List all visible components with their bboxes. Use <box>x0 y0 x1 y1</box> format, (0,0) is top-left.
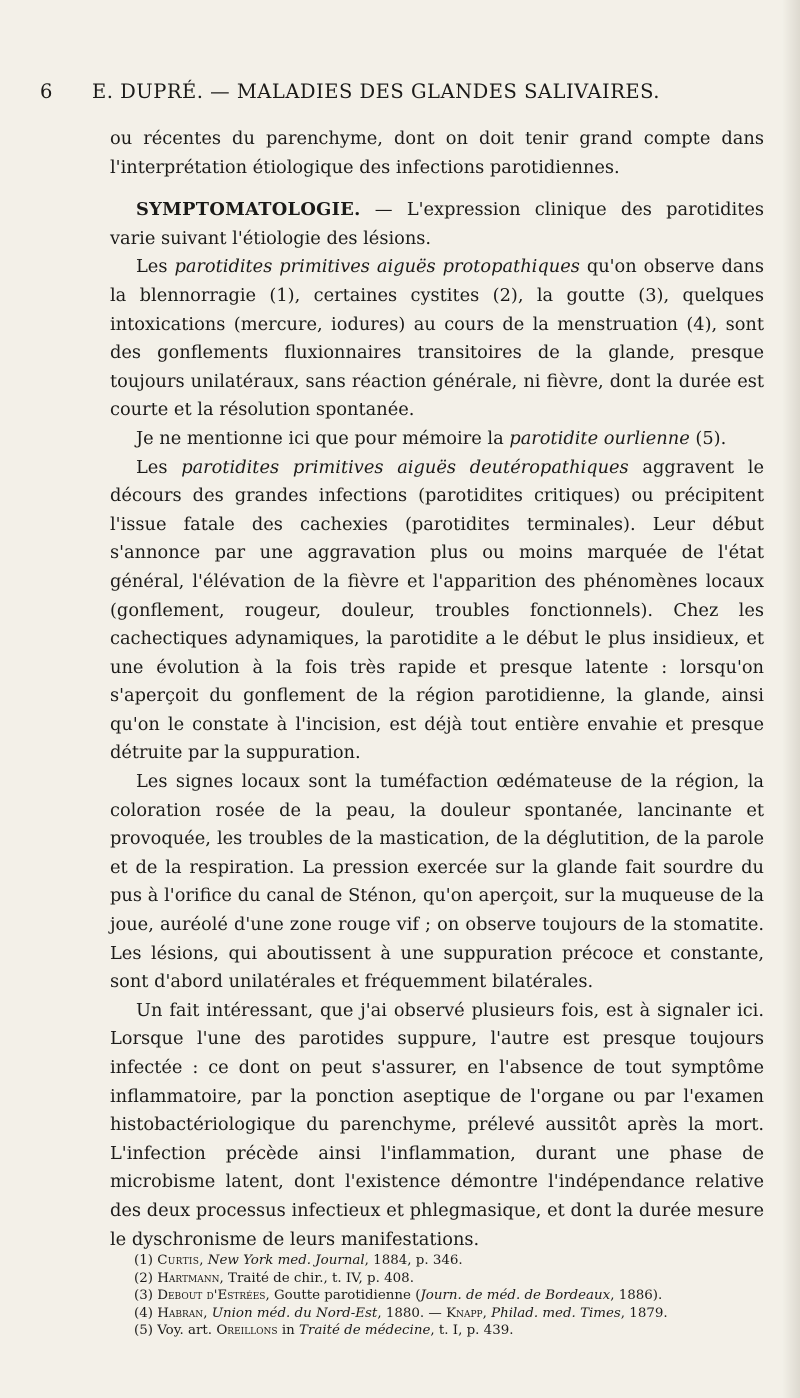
paragraph-text: Les <box>136 456 182 478</box>
author-name: Hartmann <box>157 1270 220 1286</box>
footnote-text: , t. I, p. 439. <box>430 1323 514 1339</box>
footnote-5 <box>110 1322 764 1340</box>
paragraph-text: Les <box>136 256 175 278</box>
journal-title: Union méd. du Nord-Est <box>211 1305 378 1321</box>
footnote-text: , 1879. <box>620 1305 668 1321</box>
footnote-marker: (3) <box>134 1288 158 1304</box>
journal-title: Journ. de méd. de Bordeaux <box>420 1288 611 1304</box>
emphasis-term: parotidites primitives aiguës protopathiques <box>174 256 580 278</box>
paragraph-text: (5). <box>689 427 727 449</box>
author-name: Oreillons <box>216 1323 278 1339</box>
paragraph-continuation: ou récentes du parenchyme, dont on doit tenir grand compte dans l'interprétation étiologique des infections parotidiennes. <box>110 128 764 178</box>
paragraph-symptomatologie <box>110 196 764 253</box>
running-header <box>40 80 760 110</box>
page-edge-shadow <box>782 0 800 1398</box>
footnote-text: , <box>482 1305 492 1321</box>
paragraph-fait-interessant: Un fait intéressant, que j'ai observé plusieurs fois, est à signaler ici. Lorsque l'une des parotides suppure, l'autre est presque toujours infectée : ce dont on peut s'assurer, en l'absence de tout symptôme inflammatoire, par la ponction aseptique de l'organe ou par l'examen histobactériologique du parenchyme, prélevé aussitôt après la mort. L'infection précède ainsi l'inflammation, durant une phase de microbisme latent, dont l'existence démontre l'indépendance relative des deux processus infectieux et phlegmasique, et dont la durée mesure le dyschronisme de leurs manifestations. <box>110 999 764 1250</box>
footnote-text: , Traité de chir., t. IV, p. 408. <box>219 1270 414 1286</box>
emphasis-term: parotidite ourlienne <box>509 427 690 449</box>
footnote-marker: (2) <box>134 1270 158 1286</box>
footnote-2 <box>110 1270 764 1288</box>
section-heading: SYMPTOMATOLOGIE. <box>136 199 361 221</box>
footnote-text: (5) Voy. art. <box>134 1323 217 1339</box>
main-text <box>110 125 764 1254</box>
footnote-1 <box>110 1252 764 1270</box>
paragraph-text: aggravent le décours des grandes infections (parotidites critiques) ou précipitent l'issue fatale des cachexies (parotidites terminales). Leur début s'annonce par une aggravation plus ou moins marquée de l'état général, l'élévation de la fièvre et l'apparition des phénomènes locaux (gonflement, rougeur, douleur, troubles fonctionnels). Chez les cachectiques adynamiques, la parotidite a le début le plus insidieux, et une évolution à la fois très rapide et presque latente : lorsqu'on s'aperçoit du gonflement de la région parotidienne, la glande, ainsi qu'on le constate à l'incision, est déjà tout entière envahie et presque détruite par la suppuration. <box>110 456 765 764</box>
footnote-text: , 1880. — <box>377 1305 447 1321</box>
footnote-marker: (4) <box>134 1305 158 1321</box>
paragraph-text: qu'on observe dans la blennorragie (1), certaines cystites (2), la goutte (3), quelques intoxications (mercure, iodures) au cours de la menstruation (4), sont des gonflements fluxionnaires transitoires de la glande, presque toujours unilatéraux, sans réaction générale, ni fièvre, dont la durée est courte et la résolution spontanée. <box>110 256 765 421</box>
journal-title: New York med. Journal <box>207 1253 365 1268</box>
footnote-text: , Goutte parotidienne ( <box>265 1288 421 1304</box>
running-title: E. DUPRÉ. — MALADIES DES GLANDES SALIVAIRES. <box>92 80 660 103</box>
paragraph-signes-locaux: Les signes locaux sont la tuméfaction œdémateuse de la région, la coloration rosée de la peau, la douleur spontanée, lancinante et provoquée, les troubles de la mastication, de la déglutition, de la parole et de la respiration. La pression exercée sur la glande fait sourdre du pus à l'orifice du canal de Sténon, qu'on aperçoit, sur la muqueuse de la joue, auréolé d'une zone rouge vif ; on observe toujours de la stomatite. Les lésions, qui aboutissent à une suppuration précoce et constante, sont d'abord unilatérales et fréquemment bilatérales. <box>110 771 764 993</box>
paragraph-ourlienne <box>110 425 764 454</box>
paragraph-text: — L'expression clinique des parotidites varie suivant l'étiologie des lésions. <box>110 199 764 249</box>
author-name: Debout d'Estrées <box>157 1288 266 1304</box>
emphasis-term: parotidites primitives aiguës deutéropathiques <box>181 456 629 478</box>
footnote-text: , 1886). <box>610 1288 663 1304</box>
footnote-marker: (1) <box>134 1253 158 1268</box>
footnote-text: in <box>277 1323 299 1339</box>
book-title: Traité de médecine <box>299 1323 431 1339</box>
paragraph-deuteropathiques <box>110 454 764 769</box>
footnote-text: , <box>199 1253 208 1268</box>
author-name: Habran <box>157 1305 204 1321</box>
footnote-3 <box>110 1287 764 1305</box>
journal-title: Philad. med. Times <box>491 1305 621 1321</box>
footnote-4 <box>110 1305 764 1323</box>
footnotes <box>110 1252 764 1340</box>
page-number: 6 <box>40 80 53 103</box>
footnote-text: , 1884, p. 346. <box>364 1253 463 1268</box>
paragraph-protopathiques <box>110 253 764 425</box>
author-name: Curtis <box>157 1253 200 1268</box>
author-name: Knapp <box>446 1305 483 1321</box>
footnote-text: , <box>203 1305 212 1321</box>
paragraph-text: Je ne mentionne ici que pour mémoire la <box>136 427 510 449</box>
